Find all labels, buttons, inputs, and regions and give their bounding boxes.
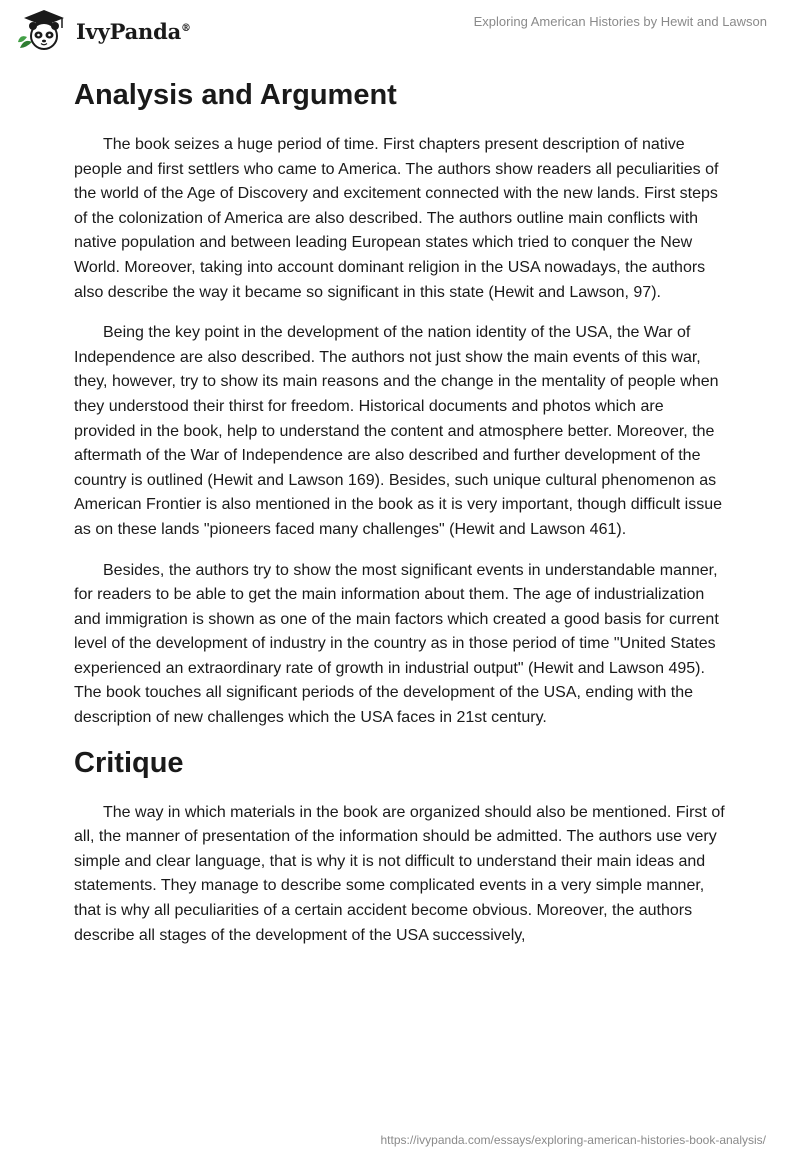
section-heading: Critique <box>74 746 184 779</box>
paragraph: The book seizes a huge period of time. First chapters present description of native people and first settlers who came to America. The authors show readers all peculiarities of the world of the Age of Discovery and excitement connected with the new lands. First steps of the colonization of America are also described. The authors outline main conflicts with native population and between leading European states which tried to conquer the New World. Moreover, taking into account dominant religion in the USA nowadays, the authors also describe the way it became so significant in this state (Hewit and Lawson, 97). <box>74 136 719 301</box>
ivypanda-logo[interactable] <box>14 8 191 54</box>
paragraph: Besides, the authors try to show the most significant events in understandable manner, for readers to be able to get the main information about them. The age of industrialization and immigration is shown as one of the main factors which created a good basis for current level of the development of industry in the country as in those period of time "United States experienced an extraordinary rate of growth in industrial output" (Hewit and Lawson 495). The book touches all significant periods of the development of the USA, ending with the description of new challenges which the USA faces in 21st century. <box>74 561 719 727</box>
panda-graduate-icon <box>14 8 74 54</box>
paragraph: Being the key point in the development of the nation identity of the USA, the War of Independence are also described. The authors not just show the main events of this war, they, however, try to show its main reasons and the change in the mentality of people when they understood their thirst for freedom. Historical documents and photos which are provided in the book, help to understand the content and atmosphere better. Moreover, the aftermath of the War of Independence are also described and further development of the country is outlined (Hewit and Lawson 169). Besides, such unique cultural phenomenon as American Frontier is also mentioned in the book as it is very important, though difficult issue as on these lands "pioneers faced many challenges" (Hewit and Lawson 461). <box>74 324 723 538</box>
brand-name: IvyPanda® <box>76 18 191 44</box>
source-url[interactable]: https://ivypanda.com/essays/exploring-american-histories-book-analysis/ <box>380 1133 766 1147</box>
document-title: Exploring American Histories by Hewit and Lawson <box>473 14 767 29</box>
page-header <box>0 0 800 60</box>
paragraph: The way in which materials in the book are organized should also be mentioned. First of all, the manner of presentation of the information should be admitted. The authors use very simple and clear language, that is why it is not difficult to understand their main ideas and statements. They manage to describe some complicated events in a very simple manner, that is why all peculiarities of a certain accident become obvious. Moreover, the authors describe all stages of the development of the USA successively, <box>74 803 725 944</box>
essay-content <box>74 68 726 948</box>
section-heading: Analysis and Argument <box>74 79 397 111</box>
